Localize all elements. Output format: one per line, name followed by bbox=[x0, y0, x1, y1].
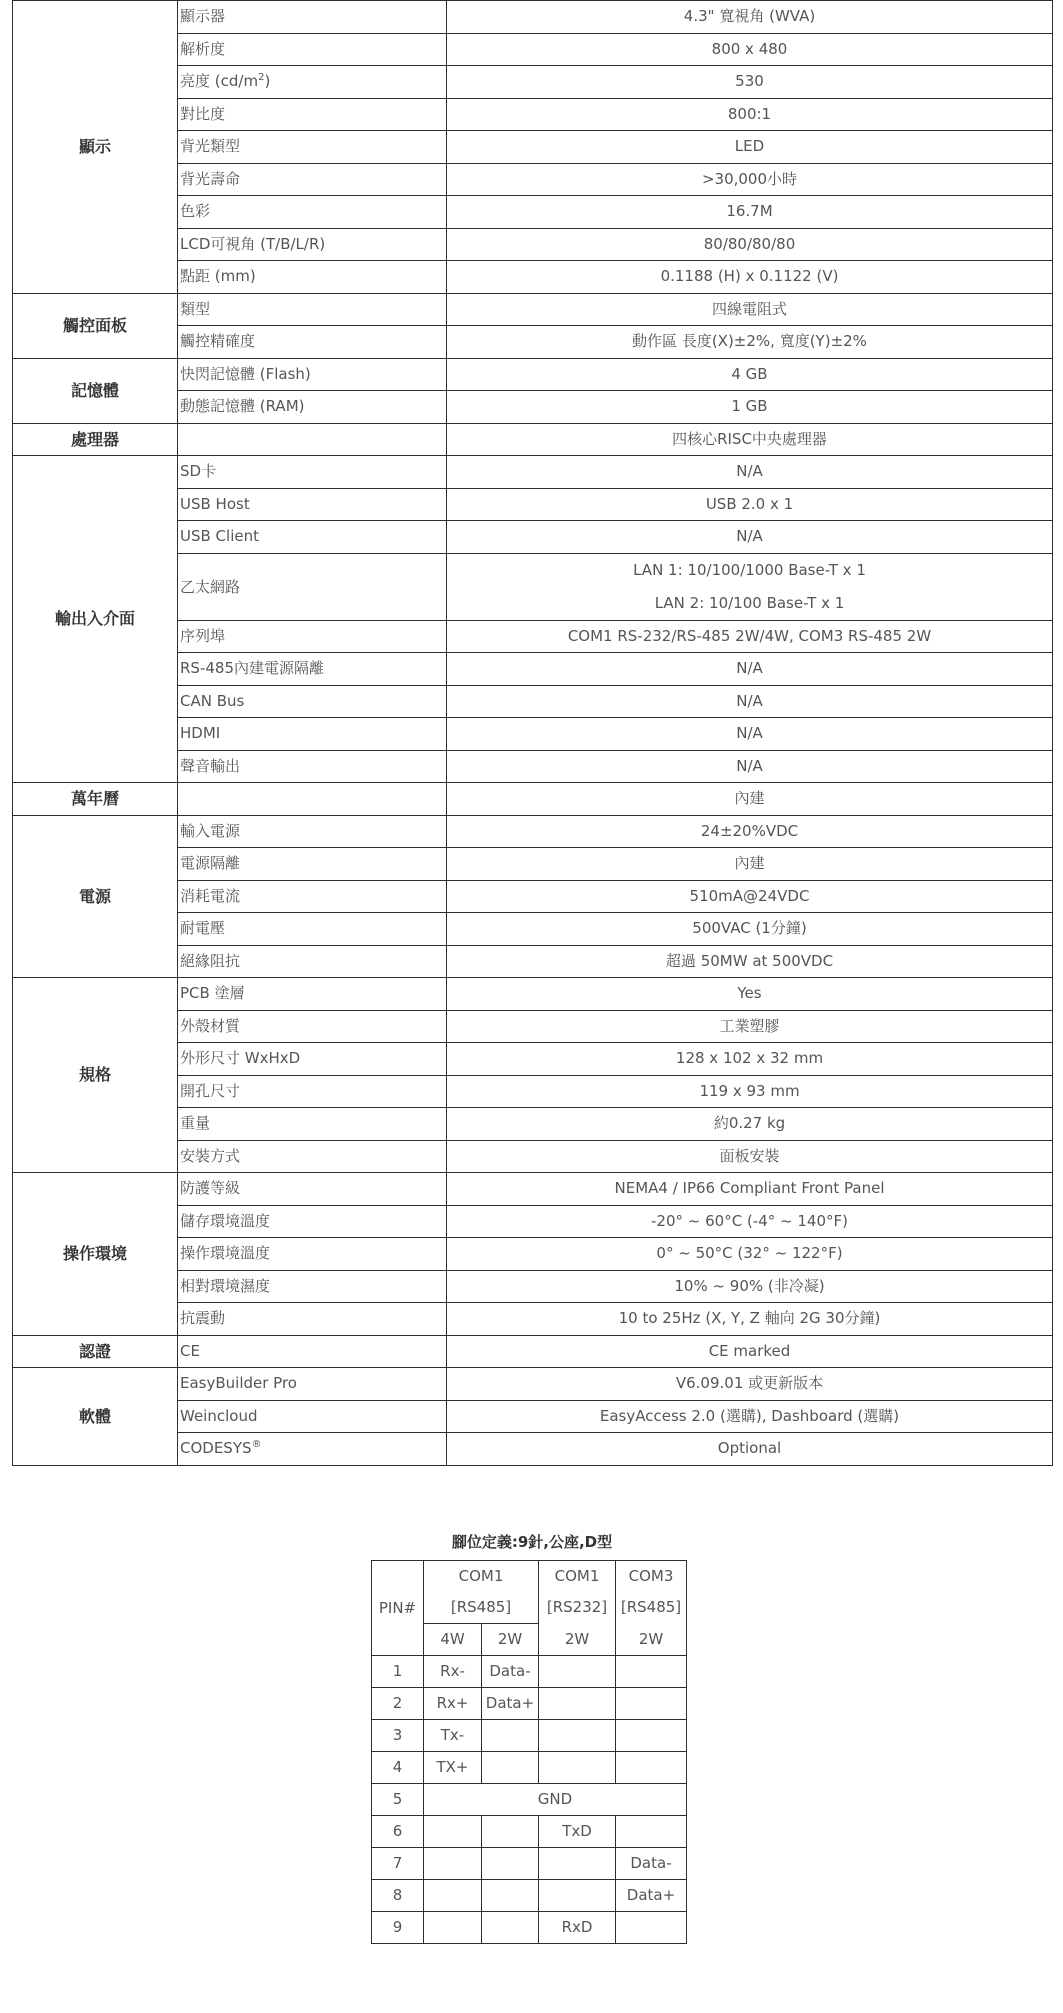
spec-label: 背光壽命 bbox=[178, 163, 447, 196]
pin-cell: TxD bbox=[539, 1816, 616, 1848]
spec-label bbox=[178, 783, 447, 816]
pin-cell: Tx- bbox=[424, 1720, 482, 1752]
spec-value: 80/80/80/80 bbox=[447, 228, 1053, 261]
spec-value: Yes bbox=[447, 978, 1053, 1011]
header-com1-rs485-name: COM1 bbox=[424, 1561, 539, 1593]
spec-label: 色彩 bbox=[178, 196, 447, 229]
spec-value: 約0.27 kg bbox=[447, 1108, 1053, 1141]
spec-label: 外形尺寸 WxHxD bbox=[178, 1043, 447, 1076]
header-sub-2w: 2W bbox=[616, 1624, 687, 1656]
pin-cell bbox=[616, 1656, 687, 1688]
spec-value: 800 x 480 bbox=[447, 33, 1053, 66]
spec-label: USB Host bbox=[178, 488, 447, 521]
header-sub-4w: 4W bbox=[424, 1624, 482, 1656]
pin-number: 1 bbox=[372, 1656, 424, 1688]
category-power: 電源 bbox=[13, 815, 178, 978]
pin-table-title: 腳位定義:9針,公座,D型 bbox=[451, 1533, 613, 1551]
spec-value: EasyAccess 2.0 (選購), Dashboard (選購) bbox=[447, 1400, 1053, 1433]
pin-cell bbox=[482, 1848, 539, 1880]
spec-label: 觸控精確度 bbox=[178, 326, 447, 359]
spec-label: 電源隔離 bbox=[178, 848, 447, 881]
spec-label: 對比度 bbox=[178, 98, 447, 131]
spec-value: 119 x 93 mm bbox=[447, 1075, 1053, 1108]
spec-label: 序列埠 bbox=[178, 620, 447, 653]
spec-label-brightness bbox=[178, 66, 447, 99]
spec-label: LCD可視角 (T/B/L/R) bbox=[178, 228, 447, 261]
spec-value: CE marked bbox=[447, 1335, 1053, 1368]
pin-number: 3 bbox=[372, 1720, 424, 1752]
pin-row bbox=[372, 1784, 687, 1816]
pin-cell bbox=[539, 1880, 616, 1912]
spec-value: N/A bbox=[447, 456, 1053, 489]
spec-value: 10% ~ 90% (非冷凝) bbox=[447, 1270, 1053, 1303]
spec-value: N/A bbox=[447, 718, 1053, 751]
spec-value: USB 2.0 x 1 bbox=[447, 488, 1053, 521]
pin-cell bbox=[482, 1912, 539, 1944]
pin-cell bbox=[482, 1752, 539, 1784]
spec-value: 四線電阻式 bbox=[447, 293, 1053, 326]
spec-value: LED bbox=[447, 131, 1053, 164]
label-text: 亮度 (cd/m bbox=[180, 72, 259, 90]
spec-label: 耐電壓 bbox=[178, 913, 447, 946]
spec-value: Optional bbox=[447, 1433, 1053, 1466]
category-io: 輸出入介面 bbox=[13, 456, 178, 783]
spec-row bbox=[13, 1173, 1053, 1206]
category-rtc: 萬年曆 bbox=[13, 783, 178, 816]
pin-cell bbox=[482, 1880, 539, 1912]
pin-number: 4 bbox=[372, 1752, 424, 1784]
spec-value: 10 to 25Hz (X, Y, Z 軸向 2G 30分鐘) bbox=[447, 1303, 1053, 1336]
category-certification: 認證 bbox=[13, 1335, 178, 1368]
pin-cell: Data- bbox=[616, 1848, 687, 1880]
spec-label: Weincloud bbox=[178, 1400, 447, 1433]
pin-row bbox=[372, 1656, 687, 1688]
spec-label: 聲音輸出 bbox=[178, 750, 447, 783]
pin-cell bbox=[539, 1656, 616, 1688]
pin-cell bbox=[482, 1720, 539, 1752]
spec-table bbox=[12, 0, 1053, 1466]
spec-label: 乙太網路 bbox=[178, 553, 447, 620]
pin-row bbox=[372, 1848, 687, 1880]
spec-value: 4 GB bbox=[447, 358, 1053, 391]
spec-value: V6.09.01 或更新版本 bbox=[447, 1368, 1053, 1401]
spec-value: 內建 bbox=[447, 848, 1053, 881]
pin-cell: Data+ bbox=[482, 1688, 539, 1720]
spec-label-codesys bbox=[178, 1433, 447, 1466]
category-memory: 記憶體 bbox=[13, 358, 178, 423]
spec-row bbox=[13, 978, 1053, 1011]
spec-value: 工業塑膠 bbox=[447, 1010, 1053, 1043]
pin-number: 7 bbox=[372, 1848, 424, 1880]
category-touch: 觸控面板 bbox=[13, 293, 178, 358]
header-com1-rs232-type: [RS232] bbox=[539, 1592, 616, 1624]
pin-number: 9 bbox=[372, 1912, 424, 1944]
spec-row bbox=[13, 456, 1053, 489]
spec-value: 500VAC (1分鐘) bbox=[447, 913, 1053, 946]
spec-label: 輸入電源 bbox=[178, 815, 447, 848]
spec-value: N/A bbox=[447, 653, 1053, 686]
pin-cell bbox=[616, 1720, 687, 1752]
label-text: ) bbox=[264, 72, 271, 90]
spec-row bbox=[13, 1335, 1053, 1368]
spec-value-ethernet bbox=[447, 553, 1053, 620]
spec-label: RS-485內建電源隔離 bbox=[178, 653, 447, 686]
pin-cell bbox=[616, 1816, 687, 1848]
spec-label: 背光類型 bbox=[178, 131, 447, 164]
spec-value: 530 bbox=[447, 66, 1053, 99]
pin-table bbox=[371, 1560, 687, 1944]
pin-cell: Rx+ bbox=[424, 1688, 482, 1720]
spec-value: 510mA@24VDC bbox=[447, 880, 1053, 913]
pin-header-row bbox=[372, 1561, 687, 1593]
pin-cell bbox=[539, 1720, 616, 1752]
pin-cell bbox=[616, 1688, 687, 1720]
pin-cell bbox=[539, 1848, 616, 1880]
pin-cell bbox=[616, 1912, 687, 1944]
pin-row bbox=[372, 1816, 687, 1848]
spec-value: 16.7M bbox=[447, 196, 1053, 229]
spec-label: 抗震動 bbox=[178, 1303, 447, 1336]
spec-value: 四核心RISC中央處理器 bbox=[447, 423, 1053, 456]
pin-cell bbox=[616, 1752, 687, 1784]
category-specification: 規格 bbox=[13, 978, 178, 1173]
category-processor: 處理器 bbox=[13, 423, 178, 456]
category-software: 軟體 bbox=[13, 1368, 178, 1466]
header-com3-rs485-name: COM3 bbox=[616, 1561, 687, 1593]
pin-row bbox=[372, 1752, 687, 1784]
spec-value: 0° ~ 50°C (32° ~ 122°F) bbox=[447, 1238, 1053, 1271]
spec-label: 顯示器 bbox=[178, 1, 447, 34]
spec-value: 超過 50MW at 500VDC bbox=[447, 945, 1053, 978]
spec-label: 消耗電流 bbox=[178, 880, 447, 913]
label-text: CODESYS bbox=[180, 1439, 252, 1457]
pin-row bbox=[372, 1912, 687, 1944]
pin-table-container bbox=[371, 1560, 687, 1944]
spec-label: 儲存環境溫度 bbox=[178, 1205, 447, 1238]
spec-label: 快閃記憶體 (Flash) bbox=[178, 358, 447, 391]
spec-row bbox=[13, 358, 1053, 391]
pin-cell bbox=[424, 1880, 482, 1912]
spec-row bbox=[13, 423, 1053, 456]
spec-table-container bbox=[12, 0, 1052, 1466]
spec-value: 動作區 長度(X)±2%, 寬度(Y)±2% bbox=[447, 326, 1053, 359]
pin-number: 6 bbox=[372, 1816, 424, 1848]
spec-value: 128 x 102 x 32 mm bbox=[447, 1043, 1053, 1076]
registered-mark: ® bbox=[251, 1439, 262, 1450]
pin-cell bbox=[539, 1688, 616, 1720]
spec-label: EasyBuilder Pro bbox=[178, 1368, 447, 1401]
ethernet-lan2: LAN 2: 10/100 Base-T x 1 bbox=[654, 593, 845, 612]
pin-cell bbox=[424, 1912, 482, 1944]
pin-cell bbox=[424, 1816, 482, 1848]
header-sub-2w: 2W bbox=[482, 1624, 539, 1656]
spec-value: N/A bbox=[447, 750, 1053, 783]
header-com3-rs485-type: [RS485] bbox=[616, 1592, 687, 1624]
category-display: 顯示 bbox=[13, 1, 178, 294]
spec-row bbox=[13, 1, 1053, 34]
spec-value: NEMA4 / IP66 Compliant Front Panel bbox=[447, 1173, 1053, 1206]
header-com1-rs485-type: [RS485] bbox=[424, 1592, 539, 1624]
pin-cell: TX+ bbox=[424, 1752, 482, 1784]
spec-value: COM1 RS-232/RS-485 2W/4W, COM3 RS-485 2W bbox=[447, 620, 1053, 653]
pin-row bbox=[372, 1880, 687, 1912]
spec-label: 解析度 bbox=[178, 33, 447, 66]
pin-cell bbox=[424, 1848, 482, 1880]
spec-label: PCB 塗層 bbox=[178, 978, 447, 1011]
spec-label: 動態記憶體 (RAM) bbox=[178, 391, 447, 424]
spec-value: -20° ~ 60°C (-4° ~ 140°F) bbox=[447, 1205, 1053, 1238]
spec-label: CAN Bus bbox=[178, 685, 447, 718]
spec-label: 類型 bbox=[178, 293, 447, 326]
spec-row bbox=[13, 293, 1053, 326]
pin-number: 8 bbox=[372, 1880, 424, 1912]
spec-value: 內建 bbox=[447, 783, 1053, 816]
spec-label: 重量 bbox=[178, 1108, 447, 1141]
spec-value: >30,000小時 bbox=[447, 163, 1053, 196]
pin-number: 2 bbox=[372, 1688, 424, 1720]
header-sub-2w: 2W bbox=[539, 1624, 616, 1656]
spec-label: 防護等級 bbox=[178, 1173, 447, 1206]
pin-cell: RxD bbox=[539, 1912, 616, 1944]
spec-value: 24±20%VDC bbox=[447, 815, 1053, 848]
spec-value: N/A bbox=[447, 521, 1053, 554]
ethernet-lan1: LAN 1: 10/100/1000 Base-T x 1 bbox=[633, 560, 866, 579]
pin-cell: Data- bbox=[482, 1656, 539, 1688]
pin-row bbox=[372, 1720, 687, 1752]
spec-value: 面板安裝 bbox=[447, 1140, 1053, 1173]
spec-label: CE bbox=[178, 1335, 447, 1368]
pin-cell: Rx- bbox=[424, 1656, 482, 1688]
spec-label: 操作環境溫度 bbox=[178, 1238, 447, 1271]
spec-value: 4.3" 寬視角 (WVA) bbox=[447, 1, 1053, 34]
spec-value: 1 GB bbox=[447, 391, 1053, 424]
spec-label: 相對環境濕度 bbox=[178, 1270, 447, 1303]
spec-label bbox=[178, 423, 447, 456]
spec-label: 外殼材質 bbox=[178, 1010, 447, 1043]
pin-cell bbox=[482, 1816, 539, 1848]
spec-value: 800:1 bbox=[447, 98, 1053, 131]
pin-row bbox=[372, 1688, 687, 1720]
spec-value: N/A bbox=[447, 685, 1053, 718]
pin-cell bbox=[539, 1752, 616, 1784]
spec-label: 開孔尺寸 bbox=[178, 1075, 447, 1108]
spec-row bbox=[13, 1368, 1053, 1401]
category-environment: 操作環境 bbox=[13, 1173, 178, 1336]
spec-label: USB Client bbox=[178, 521, 447, 554]
pin-number: 5 bbox=[372, 1784, 424, 1816]
spec-value: 0.1188 (H) x 0.1122 (V) bbox=[447, 261, 1053, 294]
spec-label: SD卡 bbox=[178, 456, 447, 489]
header-com1-rs232-name: COM1 bbox=[539, 1561, 616, 1593]
spec-label: 絕緣阻抗 bbox=[178, 945, 447, 978]
spec-row bbox=[13, 815, 1053, 848]
pin-cell: Data+ bbox=[616, 1880, 687, 1912]
spec-label: HDMI bbox=[178, 718, 447, 751]
pin-header-pin: PIN# bbox=[372, 1561, 424, 1656]
spec-label: 安裝方式 bbox=[178, 1140, 447, 1173]
spec-row bbox=[13, 783, 1053, 816]
pin-cell-gnd: GND bbox=[424, 1784, 687, 1816]
label-superscript: 2 bbox=[258, 72, 265, 83]
spec-label: 點距 (mm) bbox=[178, 261, 447, 294]
